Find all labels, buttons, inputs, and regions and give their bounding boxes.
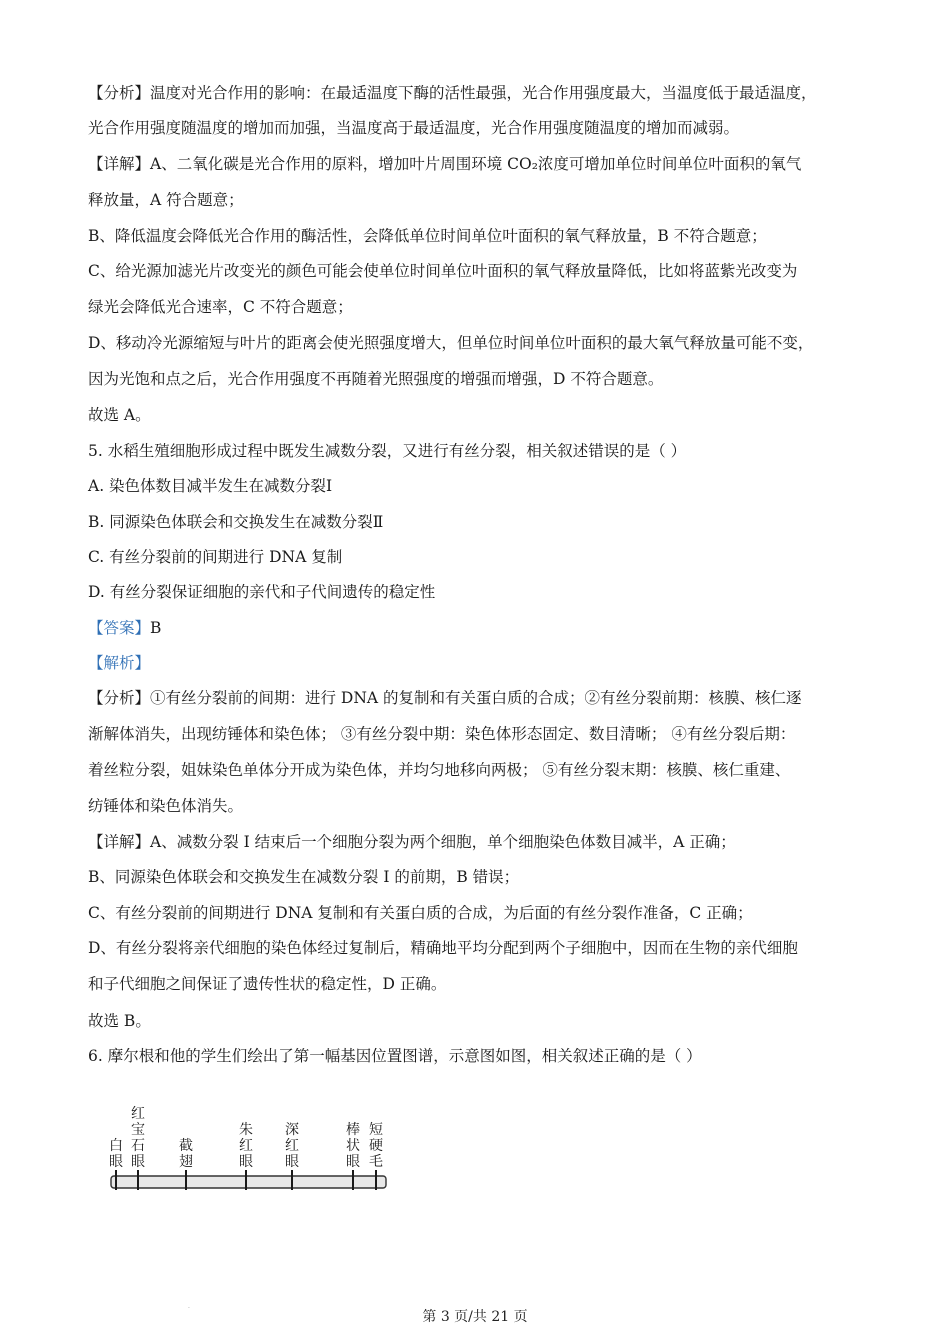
option-b: B. 同源染色体联会和交换发生在减数分裂Ⅱ	[88, 513, 384, 531]
answer-tag: 【答案】	[88, 619, 151, 637]
answer-line	[88, 617, 878, 639]
option-a: A. 染色体数目减半发生在减数分裂Ⅰ	[88, 477, 333, 495]
conclusion-line: 故选 A。	[88, 406, 151, 424]
gene-label-4: 深红眼	[285, 1122, 299, 1170]
analysis2-line-2: 渐解体消失，出现纺锤体和染色体； ③有丝分裂中期：染色体形态固定、数目清晰； ④有丝分裂后期：	[88, 725, 796, 743]
detail-line-7: 因为光饱和点之后，光合作用强度不再随着光照强度的增强而增强，D 不符合题意。	[88, 370, 664, 388]
question-6: 6. 摩尔根和他的学生们绘出了第一幅基因位置图谱，示意图如图，相关叙述正确的是（ ）	[88, 1047, 702, 1065]
detail-line-4: C、给光源加滤光片改变光的颜色可能会使单位时间单位叶面积的氧气释放量降低，比如将蓝紫光改变为	[88, 262, 798, 280]
analysis2-line-1: 【分析】①有丝分裂前的间期：进行 DNA 的复制和有关蛋白质的合成；②有丝分裂前期：核膜、核仁逐	[88, 689, 802, 707]
detail-line-3: B、降低温度会降低光合作用的酶活性，会降低单位时间单位叶面积的氧气释放量，B 不符合题意；	[88, 227, 767, 245]
gene-map-diagram	[100, 1100, 400, 1200]
explanation-tag: 【解析】	[88, 654, 151, 672]
gene-label-3: 朱红眼	[239, 1122, 253, 1170]
detail2-line-5: 和子代细胞之间保证了遗传性状的稳定性，D 正确。	[88, 975, 447, 993]
gene-label-2: 截翅	[179, 1138, 193, 1170]
gene-label-0: 白眼	[109, 1138, 123, 1170]
detail-line-2: 释放量，A 符合题意；	[88, 191, 244, 209]
option-d: D. 有丝分裂保证细胞的亲代和子代间遗传的稳定性	[88, 583, 436, 601]
option-c: C. 有丝分裂前的间期进行 DNA 复制	[88, 548, 343, 566]
detail-line-6: D、移动冷光源缩短与叶片的距离会使光照强度增大，但单位时间单位叶面积的最大氧气释放量可能不变，	[88, 334, 814, 352]
gene-label-6: 短硬毛	[369, 1122, 383, 1170]
detail2-line-1: 【详解】A、减数分裂 I 结束后一个细胞分裂为两个细胞，单个细胞染色体数目减半，A 正确；	[88, 833, 736, 851]
page-footer: 第 3 页/共 21 页	[422, 1309, 528, 1325]
detail-line-5: 绿光会降低光合速率，C 不符合题意；	[88, 298, 353, 316]
gene-label-1: 红宝石眼	[131, 1106, 145, 1170]
detail2-line-4: D、有丝分裂将亲代细胞的染色体经过复制后，精确地平均分配到两个子细胞中，因而在生物的亲代细胞	[88, 939, 798, 957]
analysis2-line-4: 纺锤体和染色体消失。	[88, 797, 244, 815]
analysis-line-2: 光合作用强度随温度的增加而加强，当温度高于最适温度，光合作用强度随温度的增加而减弱。	[88, 119, 740, 137]
detail-line-1: 【详解】A、二氧化碳是光合作用的原料，增加叶片周围环境 CO₂浓度可增加单位时间单位叶面积的氧气	[88, 155, 802, 173]
question-5: 5. 水稻生殖细胞形成过程中既发生减数分裂，又进行有丝分裂，相关叙述错误的是（ ）	[88, 442, 687, 460]
chromosome-bar	[111, 1176, 386, 1188]
analysis2-line-3: 着丝粒分裂，姐妹染色单体分开成为染色体，并均匀地移向两极； ⑤有丝分裂末期：核膜、核仁重建、	[88, 761, 791, 779]
answer-value: B	[150, 619, 162, 637]
analysis-line-1: 【分析】温度对光合作用的影响：在最适温度下酶的活性最强，光合作用强度最大，当温度低于最适温度，	[88, 84, 817, 102]
detail2-line-2: B、同源染色体联会和交换发生在减数分裂 I 的前期，B 错误；	[88, 868, 520, 886]
detail2-line-3: C、有丝分裂前的间期进行 DNA 复制和有关蛋白质的合成，为后面的有丝分裂作准备，C 正确；	[88, 904, 753, 922]
page-mark: ·	[188, 1305, 190, 1312]
conclusion2-line: 故选 B。	[88, 1012, 151, 1030]
gene-label-5: 棒状眼	[346, 1122, 360, 1170]
